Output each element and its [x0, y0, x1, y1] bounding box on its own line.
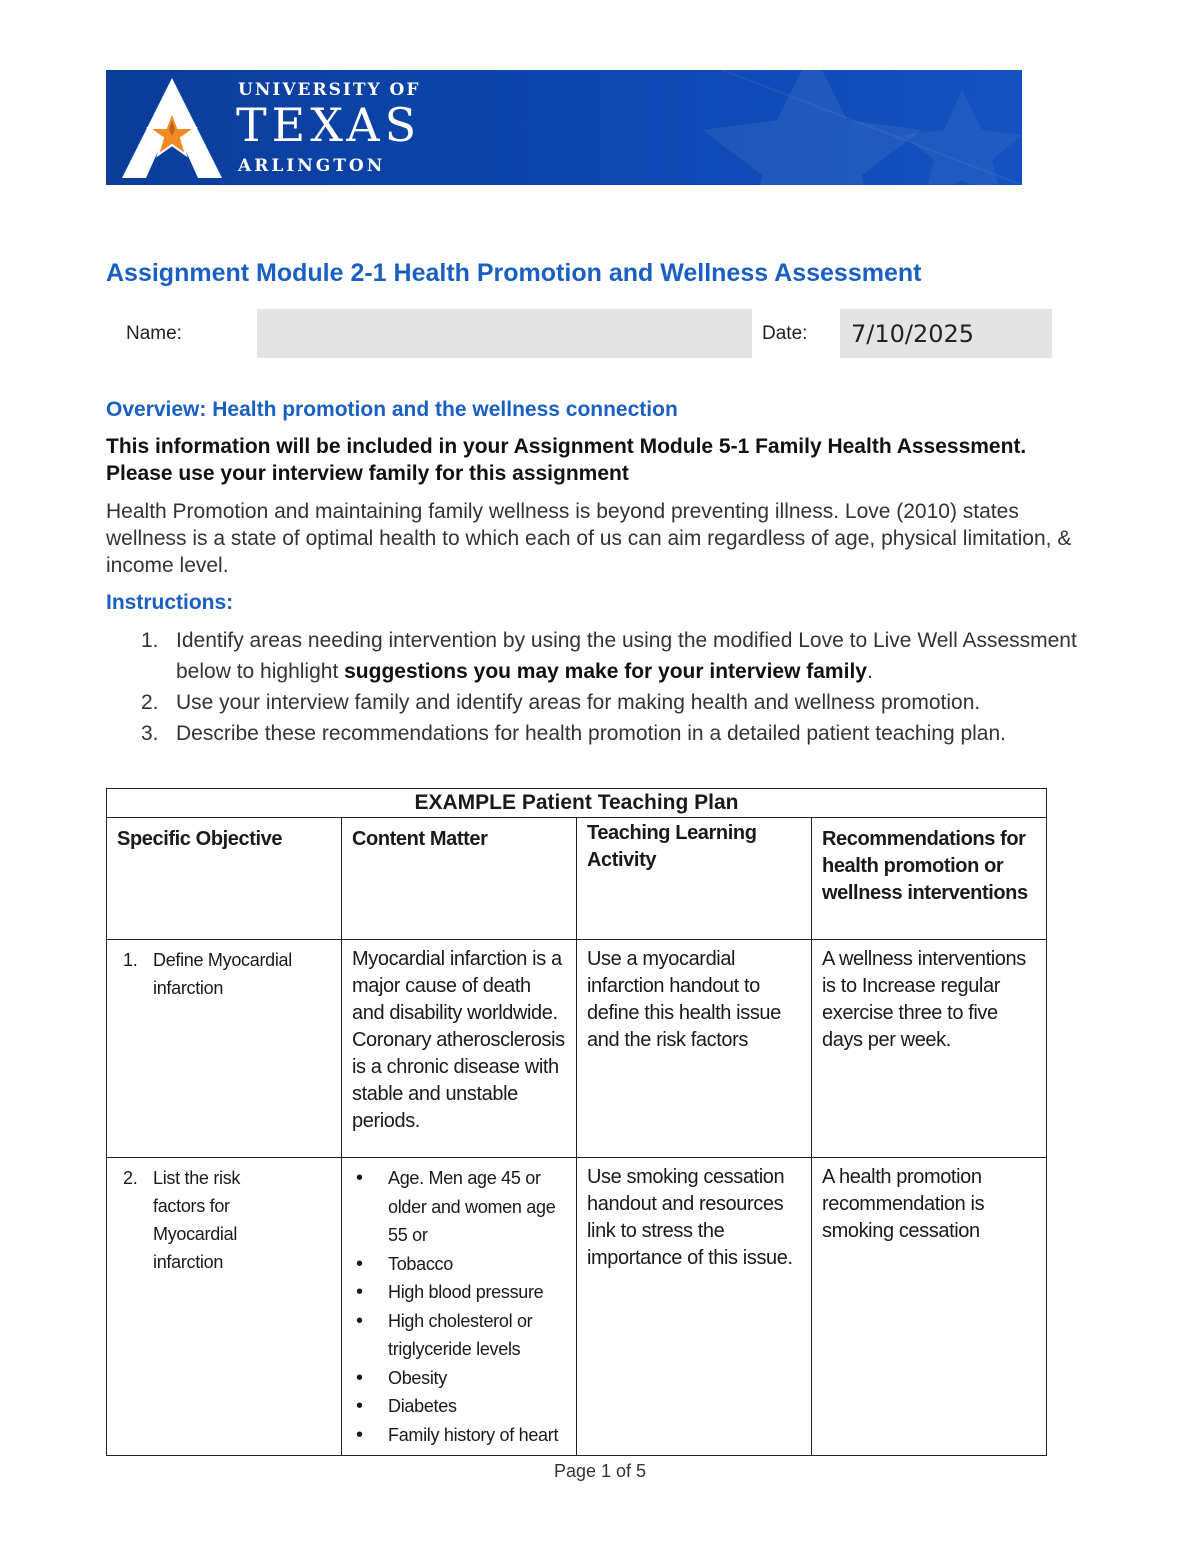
objective-number: 1. — [123, 950, 138, 970]
activity-cell: Use smoking cessation handout and resources link to stress the importance of this issue. — [577, 1158, 812, 1456]
activity-cell: Use a myocardial infarction handout to define this health issue and the risk factors — [577, 940, 812, 1158]
recommendation-cell: A wellness interventions is to Increase regular exercise three to five days per week. — [812, 940, 1047, 1158]
instruction-item — [106, 718, 1096, 749]
star-pattern-icon — [662, 70, 1022, 185]
header-content-matter: Content Matter — [342, 818, 577, 940]
name-field[interactable] — [257, 309, 752, 358]
date-label: Date: — [762, 323, 808, 344]
table-header-row — [107, 818, 1047, 940]
instruction-text: Describe these recommendations for health promotion in a detailed patient teaching plan. — [176, 722, 1007, 745]
header-recommendations: Recommendations for health promotion or wellness interventions — [812, 818, 1047, 940]
instruction-item — [106, 625, 1096, 687]
page-number: Page 1 of 5 — [553, 1461, 647, 1481]
objective-text: List the risk factors for Myocardial infarction — [153, 1168, 241, 1272]
objective-text: Define Myocardial infarction — [153, 950, 292, 998]
overview-bold-note: This information will be included in your Assignment Module 5-1 Family Health Assessment. Please use your interview family for this assignment — [106, 435, 1027, 485]
content-cell — [342, 1158, 577, 1456]
instruction-text: Identify areas needing intervention by using the using the modified Love to Live Well Assessment below to highlight — [176, 629, 1077, 683]
instruction-text-end: . — [866, 660, 873, 683]
teaching-plan-table — [106, 788, 1047, 1456]
header-teaching-activity: Teaching Learning Activity — [577, 818, 812, 940]
list-item: • Diabetes — [352, 1392, 566, 1421]
instruction-number: 3. — [141, 722, 159, 745]
overview-heading: Overview: Health promotion and the wellness connection — [106, 398, 678, 421]
list-item: • High cholesterol or triglyceride levels — [352, 1307, 566, 1364]
instruction-number: 2. — [141, 691, 159, 714]
banner-line-2: TEXAS — [236, 98, 422, 152]
table-row — [107, 1158, 1047, 1456]
list-item: • Tobacco — [352, 1250, 566, 1279]
table-caption: EXAMPLE Patient Teaching Plan — [107, 789, 1047, 818]
objective-number: 2. — [123, 1168, 138, 1188]
list-item: • Age. Men age 45 or older and women age 55 or — [352, 1164, 566, 1250]
instruction-number: 1. — [141, 629, 159, 652]
banner-line-1: UNIVERSITY OF — [238, 80, 421, 100]
content-cell: Myocardial infarction is a major cause of death and disability worldwide. Coronary atherosclerosis is a chronic disease with stable and unstable periods. — [342, 940, 577, 1158]
table-row — [107, 940, 1047, 1158]
uta-logo-icon — [120, 76, 224, 180]
risk-factor-list — [352, 1164, 566, 1449]
list-item: • Family history of heart — [352, 1421, 566, 1450]
table-caption-row — [107, 789, 1047, 818]
list-item: • Obesity — [352, 1364, 566, 1393]
instruction-bold-text: suggestions you may make for your interview family — [344, 660, 867, 683]
header-specific-objective: Specific Objective — [107, 818, 342, 940]
name-label: Name: — [126, 323, 182, 344]
university-banner — [106, 70, 1022, 185]
banner-line-3: ARLINGTON — [238, 156, 386, 176]
instruction-item — [106, 687, 1096, 718]
date-value: 7/10/2025 — [851, 320, 975, 348]
objective-cell — [107, 1158, 342, 1456]
list-item: • High blood pressure — [352, 1278, 566, 1307]
instruction-text: Use your interview family and identify areas for making health and wellness promotion. — [176, 691, 981, 714]
objective-cell — [107, 940, 342, 1158]
instructions-list — [106, 625, 1096, 749]
recommendation-cell: A health promotion recommendation is smoking cessation — [812, 1158, 1047, 1456]
document-title: Assignment Module 2-1 Health Promotion and Wellness Assessment — [106, 259, 922, 287]
instructions-heading: Instructions: — [106, 591, 234, 614]
overview-body: Health Promotion and maintaining family wellness is beyond preventing illness. Love (2010) states wellness is a state of optimal health to which each of us can aim regardless of age, physical limitation, & income level. — [106, 500, 1072, 577]
